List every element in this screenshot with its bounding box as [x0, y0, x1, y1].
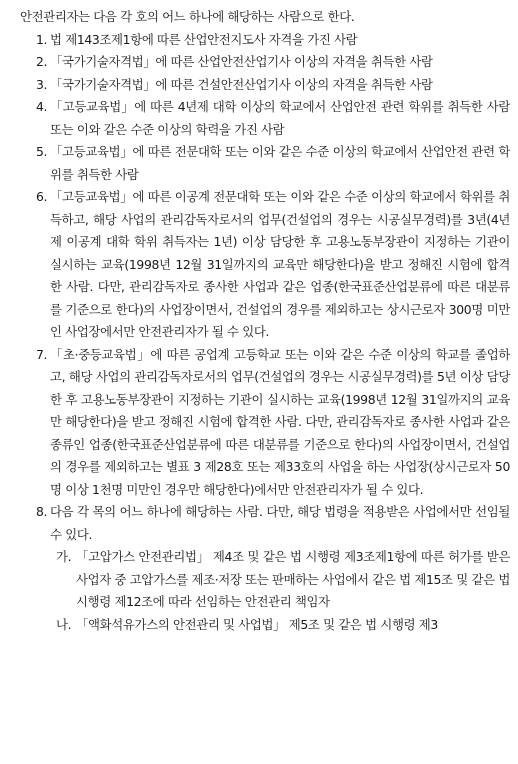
- list-item-7: [20, 344, 510, 502]
- sub-item-text: 「고압가스 안전관리법」 제4조 및 같은 법 시행령 제3조제1항에 따른 허가를 받은 사업자 중 고압가스를 제조·저장 또는 판매하는 사업에서 같은 법 제15조 및 같은 법 시행령 제12조에 따라 선임하는 안전관리 책임자: [76, 549, 510, 609]
- item-number: 8.: [36, 504, 48, 519]
- item-number: 2.: [36, 54, 48, 69]
- list-item-5: [20, 141, 510, 186]
- sub-item-ga: [20, 546, 510, 614]
- sub-item-number: 가.: [56, 549, 72, 564]
- intro-sentence: 안전관리자는 다음 각 호의 어느 하나에 해당하는 사람으로 한다.: [20, 9, 355, 24]
- item-number: 3.: [36, 76, 48, 92]
- list-item-8: [20, 501, 510, 546]
- item-number: 7.: [36, 346, 48, 362]
- item-text: 「고등교육법」에 따른 이공계 전문대학 또는 이와 같은 수준 이상의 학교에서 학위를 취득하고, 해당 사업의 관리감독자로서의 업무(건설업의 경우는 시공실무경력)를 3년(4년제 이공계 대학 학위 취득자는 1년) 이상 담당한 후 고용노동부장관이 지정하는 기관이 실시하는 교육(1998년 12월 31일까지의 교육만 해당한다)을 받고 정해진 시험에 합격한 사람. 다만, 관리감독자로 종사한 사업과 같은 업종(한국표준산업분류에 따른 대분류를 기준으로 한다)의 사업장이면서, 건설업의 경우를 제외하고는 상시근로자 300명 미만인 사업장에서만 안전관리자가 될 수 있다.: [50, 189, 510, 339]
- item-text: 「초·중등교육법」에 따른 공업계 고등학교 또는 이와 같은 수준 이상의 학교를 졸업하고, 해당 사업의 관리감독자로서의 업무(건설업의 경우는 시공실무경력)를 5년 이상 담당한 후 고용노동부장관이 지정하는 기관이 실시하는 교육(1998년 12월 31일까지의 교육만 해당한다)을 받고 정해진 시험에 합격한 사람. 다만, 관리감독자로 종사한 사업과 같은 종류인 업종(한국표준산업분류에 따른 대분류를 기준으로 한다)의 사업장이면서, 건설업의 경우를 제외하고는 별표 3 제28호 또는 제33호의 사업을 하는 사업장(상시근로자 50명 이상 1천명 미만인 경우만 해당한다)에서만 안전관리자가 될 수 있다.: [50, 346, 510, 497]
- item-text: 다음 각 목의 어느 하나에 해당하는 사람. 다만, 해당 법령을 적용받은 사업에서만 선임될 수 있다.: [50, 504, 510, 542]
- sub-item-number: 나.: [56, 616, 72, 632]
- list-item-2: [20, 51, 510, 74]
- item-text: 법 제143조제1항에 따른 산업안전지도사 자격을 가진 사람: [50, 31, 358, 47]
- item-text: 「고등교육법」에 따른 4년제 대학 이상의 학교에서 산업안전 관련 학위를 취득한 사람 또는 이와 같은 수준 이상의 학력을 가진 사람: [50, 99, 510, 137]
- sub-item-text: 「액화석유가스의 안전관리 및 사업법」 제5조 및 같은 법 시행령 제3: [76, 616, 438, 632]
- item-text: 「국가기술자격법」에 따른 건설안전산업기사 이상의 자격을 취득한 사람: [50, 76, 433, 92]
- item-number: 1.: [36, 31, 48, 47]
- sub-item-na: [20, 614, 510, 637]
- item-text: 「국가기술자격법」에 따른 산업안전산업기사 이상의 자격을 취득한 사람: [50, 54, 433, 69]
- list-item-1: [20, 29, 510, 52]
- item-number: 4.: [36, 99, 48, 114]
- list-item-4: [20, 96, 510, 141]
- item-number: 5.: [36, 144, 48, 159]
- list-item-6: [20, 186, 510, 344]
- item-number: 6.: [36, 189, 48, 204]
- list-item-3: [20, 74, 510, 97]
- item-text: 「고등교육법」에 따른 전문대학 또는 이와 같은 수준 이상의 학교에서 산업안전 관련 학위를 취득한 사람: [50, 144, 510, 182]
